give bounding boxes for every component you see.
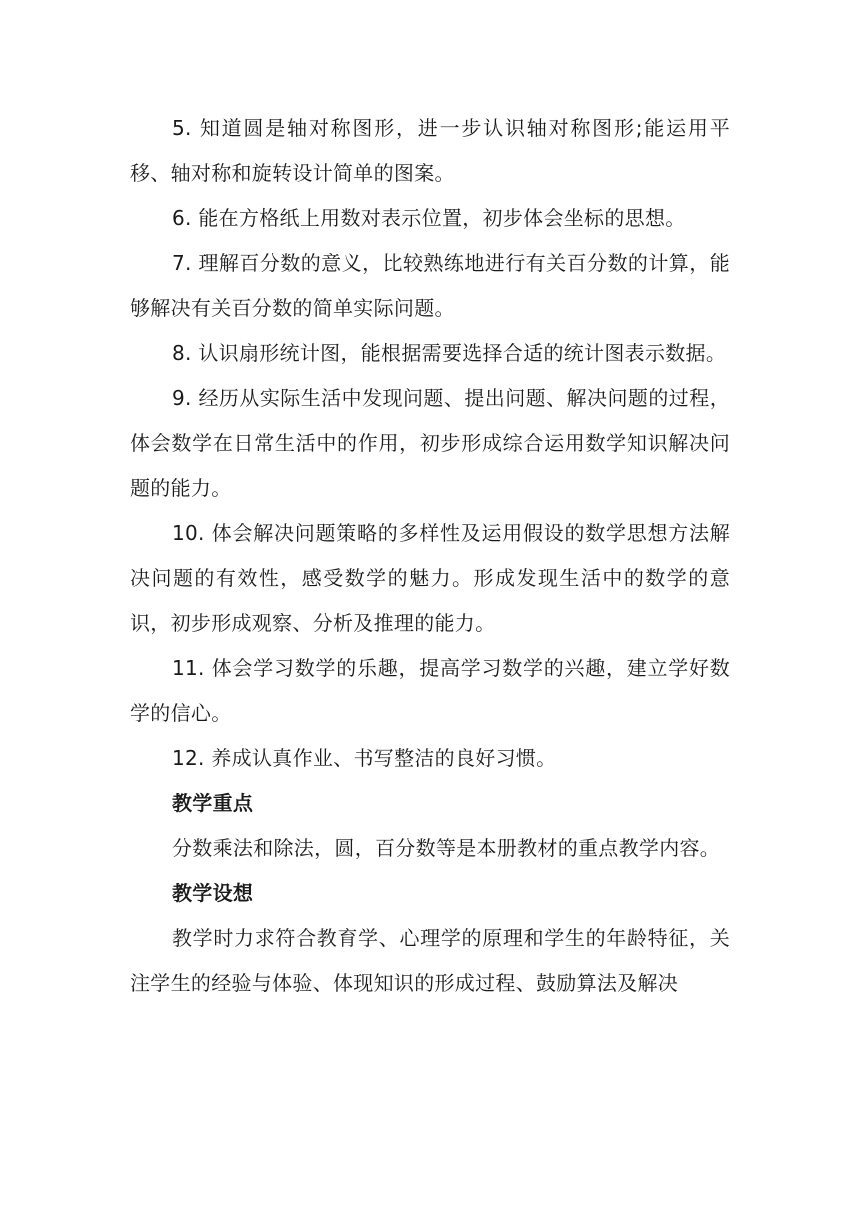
objective-item-10: 10. 体会解决问题策略的多样性及运用假设的数学思想方法解决问题的有效性，感受数学的魅力。形成发现生活中的数学的意识，初步形成观察、分析及推理的能力。 <box>130 521 730 635</box>
key-points-paragraph: 分数乘法和除法，圆，百分数等是本册教材的重点教学内容。 <box>172 836 721 860</box>
objective-item-5: 5. 知道圆是轴对称图形，进一步认识轴对称图形;能运用平移、轴对称和旋转设计简单的图案。 <box>130 116 730 185</box>
objective-item-11: 11. 体会学习数学的乐趣，提高学习数学的兴趣，建立学好数学的信心。 <box>130 656 730 725</box>
section-heading-key-points: 教学重点 <box>172 791 254 815</box>
objective-item-8: 8. 认识扇形统计图，能根据需要选择合适的统计图表示数据。 <box>172 341 727 365</box>
objective-item-7: 7. 理解百分数的意义，比较熟练地进行有关百分数的计算，能够解决有关百分数的简单实际问题。 <box>130 251 730 320</box>
section-heading-teaching-ideas: 教学设想 <box>172 881 254 905</box>
objective-item-6: 6. 能在方格纸上用数对表示位置，初步体会坐标的思想。 <box>172 206 686 230</box>
objective-item-12: 12. 养成认真作业、书写整洁的良好习惯。 <box>172 746 557 770</box>
teaching-ideas-paragraph: 教学时力求符合教育学、心理学的原理和学生的年龄特征，关注学生的经验与体验、体现知识的形成过程、鼓励算法及解决 <box>130 926 730 995</box>
objective-item-9: 9. 经历从实际生活中发现问题、提出问题、解决问题的过程，体会数学在日常生活中的作用，初步形成综合运用数学知识解决问题的能力。 <box>130 386 730 500</box>
document-body <box>130 106 730 1006</box>
